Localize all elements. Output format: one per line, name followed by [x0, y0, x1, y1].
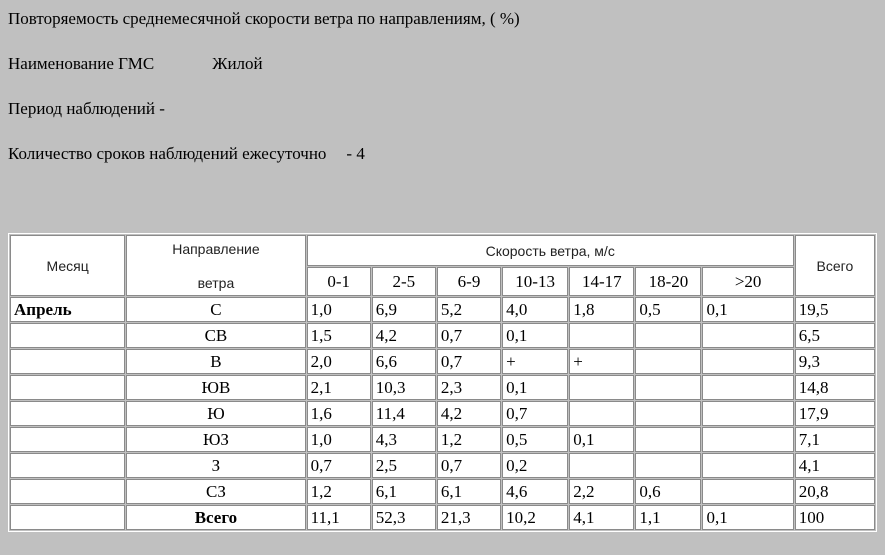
table-row	[10, 401, 875, 426]
total-value-cell: 1,1	[635, 505, 701, 530]
value-cell: 2,0	[307, 349, 371, 374]
direction-cell: ЮВ	[126, 375, 305, 400]
value-cell: 1,0	[307, 297, 371, 322]
value-cell: 1,2	[307, 479, 371, 504]
row-total-cell: 20,8	[795, 479, 875, 504]
direction-cell: ЮЗ	[126, 427, 305, 452]
value-cell: 4,0	[502, 297, 568, 322]
month-cell	[10, 349, 125, 374]
table-row	[10, 453, 875, 478]
total-value-cell: 21,3	[437, 505, 501, 530]
value-cell: 6,1	[437, 479, 501, 504]
value-cell	[569, 323, 634, 348]
value-cell: 1,0	[307, 427, 371, 452]
value-cell: 4,3	[372, 427, 436, 452]
value-cell	[635, 349, 701, 374]
total-row	[10, 505, 875, 530]
row-total-cell: 14,8	[795, 375, 875, 400]
page-title: Повторяемость среднемесячной скорости ветра по направлениям, ( %)	[8, 9, 520, 28]
value-cell: 0,1	[502, 323, 568, 348]
value-cell	[702, 401, 793, 426]
value-cell: 2,2	[569, 479, 634, 504]
header-total: Всего	[795, 235, 875, 296]
value-cell	[635, 453, 701, 478]
table-row	[10, 479, 875, 504]
speed-bin-header: 10-13	[502, 267, 568, 296]
value-cell: 0,7	[437, 453, 501, 478]
observations-label: Количество сроков наблюдений ежесуточно	[8, 144, 327, 163]
speed-bin-header: 18-20	[635, 267, 701, 296]
row-total-cell: 7,1	[795, 427, 875, 452]
header-month: Месяц	[10, 235, 125, 296]
value-cell	[569, 401, 634, 426]
total-value-cell: 10,2	[502, 505, 568, 530]
speed-bin-header: >20	[702, 267, 793, 296]
value-cell: 4,6	[502, 479, 568, 504]
value-cell: 11,4	[372, 401, 436, 426]
value-cell: 1,2	[437, 427, 501, 452]
direction-cell: З	[126, 453, 305, 478]
direction-cell: В	[126, 349, 305, 374]
value-cell: 0,7	[502, 401, 568, 426]
value-cell: 0,7	[307, 453, 371, 478]
direction-cell: Ю	[126, 401, 305, 426]
value-cell	[702, 453, 793, 478]
header-row-1	[10, 235, 875, 266]
value-cell	[702, 349, 793, 374]
value-cell: 1,8	[569, 297, 634, 322]
station-value: Жилой	[212, 54, 263, 73]
table-row	[10, 349, 875, 374]
value-cell	[635, 427, 701, 452]
period-line: Период наблюдений -	[8, 99, 165, 118]
value-cell: 4,2	[372, 323, 436, 348]
table-row	[10, 323, 875, 348]
row-total-cell: 19,5	[795, 297, 875, 322]
header-direction-line1: Направление	[172, 240, 260, 257]
month-cell	[10, 427, 125, 452]
value-cell: 1,5	[307, 323, 371, 348]
value-cell: 10,3	[372, 375, 436, 400]
total-value-cell: 11,1	[307, 505, 371, 530]
value-cell: 5,2	[437, 297, 501, 322]
header-direction-line2: ветра	[197, 274, 235, 291]
speed-bin-header: 2-5	[372, 267, 436, 296]
speed-bin-header: 0-1	[307, 267, 371, 296]
row-total-cell: 9,3	[795, 349, 875, 374]
value-cell: 0,5	[635, 297, 701, 322]
row-total-cell: 17,9	[795, 401, 875, 426]
total-label-cell: Всего	[126, 505, 305, 530]
speed-bin-header: 14-17	[569, 267, 634, 296]
value-cell	[635, 323, 701, 348]
month-cell	[10, 323, 125, 348]
grand-total-cell: 100	[795, 505, 875, 530]
table-row	[10, 427, 875, 452]
value-cell: 2,3	[437, 375, 501, 400]
value-cell	[635, 401, 701, 426]
value-cell: +	[502, 349, 568, 374]
station-label: Наименование ГМС	[8, 54, 155, 73]
observations-value: - 4	[346, 144, 365, 163]
value-cell: 0,6	[635, 479, 701, 504]
month-cell	[10, 453, 125, 478]
wind-frequency-table	[8, 233, 877, 532]
value-cell: 6,9	[372, 297, 436, 322]
value-cell: 2,5	[372, 453, 436, 478]
total-value-cell: 0,1	[702, 505, 793, 530]
row-total-cell: 4,1	[795, 453, 875, 478]
month-cell: Апрель	[10, 297, 125, 322]
value-cell	[702, 375, 793, 400]
value-cell: 2,1	[307, 375, 371, 400]
month-cell	[10, 375, 125, 400]
value-cell	[702, 479, 793, 504]
value-cell: 1,6	[307, 401, 371, 426]
month-cell	[10, 479, 125, 504]
value-cell: 6,1	[372, 479, 436, 504]
value-cell	[702, 427, 793, 452]
row-total-cell: 6,5	[795, 323, 875, 348]
direction-cell: СВ	[126, 323, 305, 348]
value-cell: 6,6	[372, 349, 436, 374]
table-row	[10, 375, 875, 400]
value-cell: 0,1	[502, 375, 568, 400]
value-cell: 0,7	[437, 349, 501, 374]
value-cell	[702, 323, 793, 348]
total-value-cell: 4,1	[569, 505, 634, 530]
value-cell: 0,5	[502, 427, 568, 452]
value-cell: 0,7	[437, 323, 501, 348]
total-value-cell: 52,3	[372, 505, 436, 530]
direction-cell: СЗ	[126, 479, 305, 504]
station-line	[8, 54, 263, 74]
month-cell	[10, 505, 125, 530]
value-cell	[569, 375, 634, 400]
value-cell: +	[569, 349, 634, 374]
month-cell	[10, 401, 125, 426]
value-cell: 0,2	[502, 453, 568, 478]
value-cell: 0,1	[569, 427, 634, 452]
speed-bin-header: 6-9	[437, 267, 501, 296]
value-cell: 0,1	[702, 297, 793, 322]
header-speed: Скорость ветра, м/с	[307, 235, 794, 266]
observations-line	[8, 144, 365, 164]
direction-cell: С	[126, 297, 305, 322]
value-cell	[569, 453, 634, 478]
value-cell	[635, 375, 701, 400]
table-row	[10, 297, 875, 322]
value-cell: 4,2	[437, 401, 501, 426]
header-direction	[126, 235, 305, 296]
